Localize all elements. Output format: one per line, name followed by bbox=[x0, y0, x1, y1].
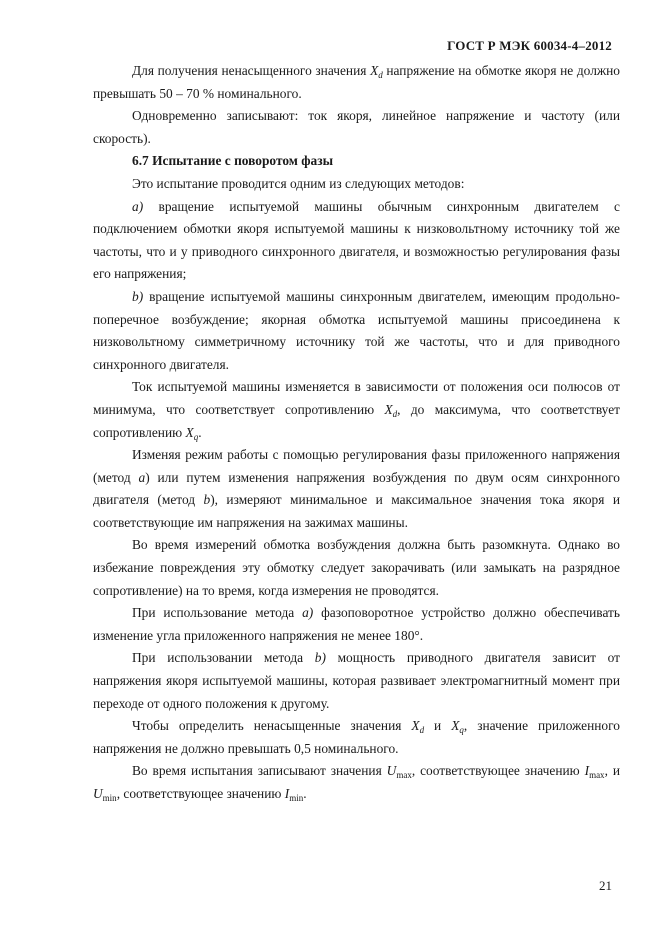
paragraph-unsaturated-xd: Для получения ненасыщенного значения $X_d$ напряжение на обмотке якоря не должно превышать 50 – 70 % номинального. bbox=[93, 63, 620, 101]
symbol-x: X bbox=[411, 718, 420, 734]
subscript-max: max bbox=[396, 770, 412, 781]
method-b-label: b) bbox=[132, 288, 144, 304]
paragraph-method-a-usage: При использование метода a) фазоповоротное устройство должно обеспечивать изменение угла приложенного напряжения не менее 180°. bbox=[93, 605, 621, 643]
method-a-label: a) bbox=[132, 198, 144, 214]
subscript-d: d bbox=[392, 408, 398, 419]
subscript-min: min bbox=[102, 793, 117, 803]
symbol-i: I bbox=[584, 763, 590, 779]
page-body bbox=[93, 60, 620, 806]
list-item-method-a: a) вращение испытуемой машины обычным синхронным двигателем с подключением обмотки якоря испытуемой машины к низковольтному источнику той же частоты, что и у приводного синхронного двигателя, и возможностью регулирования фазы его напряжения; bbox=[93, 198, 620, 282]
symbol-u: U bbox=[386, 763, 397, 779]
subscript-d: d bbox=[419, 725, 425, 736]
symbol-x: X bbox=[384, 401, 393, 417]
subscript-d: d bbox=[378, 70, 383, 80]
paragraph-field-winding: Во время измерений обмотка возбуждения должна быть разомкнута. Однако во избежание повреждения эту обмотку следует закорачивать (или замыкать на разрядное сопротивление) на то время, когда измерения не проводятся. bbox=[93, 537, 620, 598]
list-item-method-b: b) вращение испытуемой машины синхронным двигателем, имеющим продольно-поперечное возбуждение; якорная обмотка испытуемой машины присоединена к низковольтному симметричному источнику той же частоты, что и для приводного синхронного двигателя. bbox=[93, 288, 620, 372]
subscript-max: max bbox=[589, 770, 605, 781]
document-header: ГОСТ Р МЭК 60034-4–2012 bbox=[447, 38, 612, 53]
paragraph-recording: Одновременно записывают: ток якоря, линейное напряжение и частоту (или скорость). bbox=[93, 108, 620, 146]
symbol-i: I bbox=[284, 786, 290, 801]
paragraph-current-variation: Ток испытуемой машины изменяется в зависимости от положения оси полюсов от минимума, что соответствует сопротивлению $X_d$, до максимума, что соответствует сопротивлению $X_q$. bbox=[93, 379, 620, 442]
paragraph-method-b-usage: При использовании метода b) мощность приводного двигателя зависит от напряжения якоря испытуемой машины, которая развивает электромагнитный момент при переходе от одного положения к другому. bbox=[93, 650, 620, 711]
symbol-u: U bbox=[93, 786, 103, 801]
symbol-x: X bbox=[370, 63, 379, 78]
paragraph-recorded-values: Во время испытания записывают значения $U_{max}$, соответствующее значению $I_{max}$, и $U_{min}$, соответствующее значению $I_{min}$. bbox=[93, 763, 620, 803]
section-heading: 6.7 Испытание с поворотом фазы bbox=[132, 153, 334, 169]
paragraph-voltage-limit: Чтобы определить ненасыщенные значения $X_d$ и $X_q$, значение приложенного напряжения не должно превышать 0,5 номинального. bbox=[93, 718, 620, 756]
paragraph-measurement: Изменяя режим работы с помощью регулирования фазы приложенного напряжения (метод a) или путем изменения напряжения возбуждения по двум осям синхронного двигателя (метод b), измеряют минимальное и максимальное значения тока якоря и соответствующие им напряжения на зажимах машины. bbox=[93, 447, 620, 530]
subscript-q: q bbox=[193, 431, 199, 442]
symbol-x: X bbox=[185, 424, 194, 440]
subscript-min: min bbox=[289, 793, 304, 803]
symbol-x: X bbox=[451, 718, 460, 734]
paragraph-methods-intro: Это испытание проводится одним из следующих методов: bbox=[132, 175, 465, 191]
page-number: 21 bbox=[599, 878, 612, 893]
subscript-q: q bbox=[459, 725, 464, 736]
